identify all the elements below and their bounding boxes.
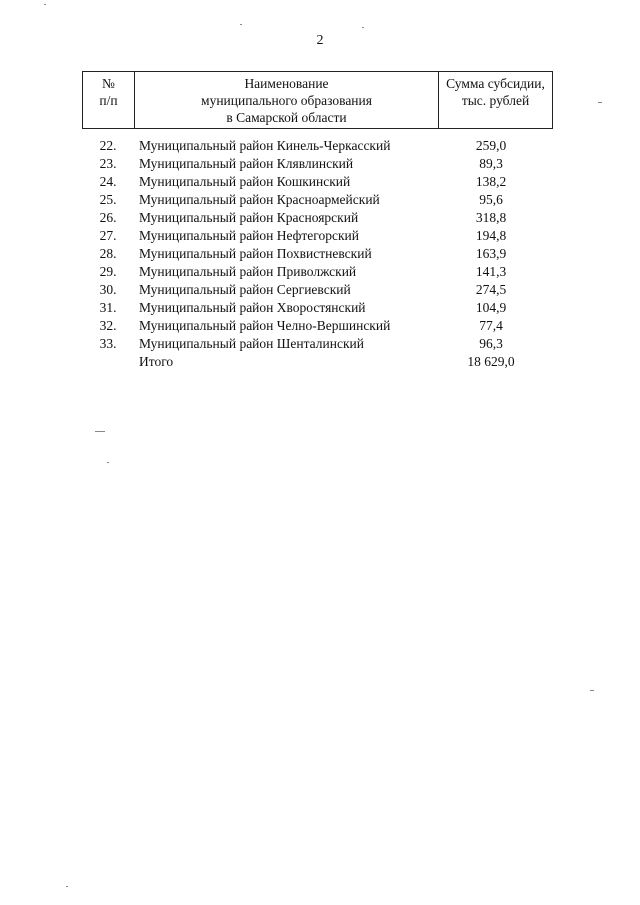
row-name: Муниципальный район Красноярский	[139, 210, 359, 225]
table-body	[82, 137, 552, 371]
scan-speck	[107, 462, 109, 463]
row-name: Муниципальный район Сергиевский	[139, 282, 351, 297]
row-name: Муниципальный район Похвистневский	[139, 246, 372, 261]
table-row	[82, 335, 552, 353]
row-number: 26.	[99, 210, 117, 225]
row-name: Муниципальный район Хворостянский	[139, 300, 366, 315]
header-sum-line: тыс. рублей	[461, 93, 530, 108]
row-number: 22.	[99, 138, 117, 153]
row-sum: 77,4	[479, 318, 503, 333]
row-number: 28.	[99, 246, 117, 261]
total-row	[82, 353, 552, 371]
scan-speck	[95, 431, 105, 432]
scan-speck	[590, 690, 594, 691]
row-number: 33.	[99, 336, 117, 351]
table-row	[82, 191, 552, 209]
row-name: Муниципальный район Клявлинский	[139, 156, 354, 171]
scan-speck	[362, 27, 364, 28]
scan-speck	[66, 886, 68, 887]
row-number: 32.	[99, 318, 117, 333]
header-sum-line: Сумма субсидии,	[446, 76, 545, 91]
row-name: Муниципальный район Кошкинский	[139, 174, 351, 189]
table-row	[82, 245, 552, 263]
scan-speck	[598, 102, 602, 103]
row-sum: 104,9	[475, 300, 507, 315]
row-number: 29.	[99, 264, 117, 279]
table-row	[82, 317, 552, 335]
header-name-line: Наименование	[244, 76, 329, 91]
row-number: 24.	[99, 174, 117, 189]
table-row	[82, 173, 552, 191]
row-name: Муниципальный район Шенталинский	[139, 336, 364, 351]
row-sum: 96,3	[479, 336, 503, 351]
row-sum: 274,5	[475, 282, 507, 297]
header-name-cell	[135, 72, 439, 129]
table-row	[82, 155, 552, 173]
table-header	[82, 71, 553, 129]
table-row	[82, 209, 552, 227]
row-number: 25.	[99, 192, 117, 207]
row-sum: 141,3	[475, 264, 507, 279]
row-sum: 89,3	[479, 156, 503, 171]
row-sum: 163,9	[475, 246, 507, 261]
scan-speck	[240, 24, 242, 25]
row-name: Муниципальный район Приволжский	[139, 264, 357, 279]
header-number-line: №	[102, 76, 115, 91]
header-name-line: в Самарской области	[226, 110, 347, 125]
row-sum: 318,8	[475, 210, 507, 225]
row-sum: 95,6	[479, 192, 503, 207]
header-name-line: муниципального образования	[201, 93, 372, 108]
page-number: 2	[316, 33, 324, 48]
table-row	[82, 137, 552, 155]
header-number-cell	[83, 72, 135, 129]
row-sum: 259,0	[475, 138, 507, 153]
table-row	[82, 227, 552, 245]
scan-speck	[44, 4, 46, 5]
row-number: 30.	[99, 282, 117, 297]
header-number-line: п/п	[99, 93, 118, 108]
row-number: 23.	[99, 156, 117, 171]
table-row	[82, 281, 552, 299]
row-name: Муниципальный район Челно-Вершинский	[139, 318, 391, 333]
row-sum: 194,8	[475, 228, 507, 243]
row-number: 31.	[99, 300, 117, 315]
row-number: 27.	[99, 228, 117, 243]
header-sum-cell	[439, 72, 553, 129]
table-row	[82, 263, 552, 281]
total-sum: 18 629,0	[467, 354, 515, 369]
row-sum: 138,2	[475, 174, 507, 189]
table-row	[82, 299, 552, 317]
total-label: Итого	[139, 354, 174, 369]
row-name: Муниципальный район Красноармейский	[139, 192, 380, 207]
row-name: Муниципальный район Кинель-Черкасский	[139, 138, 391, 153]
row-name: Муниципальный район Нефтегорский	[139, 228, 360, 243]
